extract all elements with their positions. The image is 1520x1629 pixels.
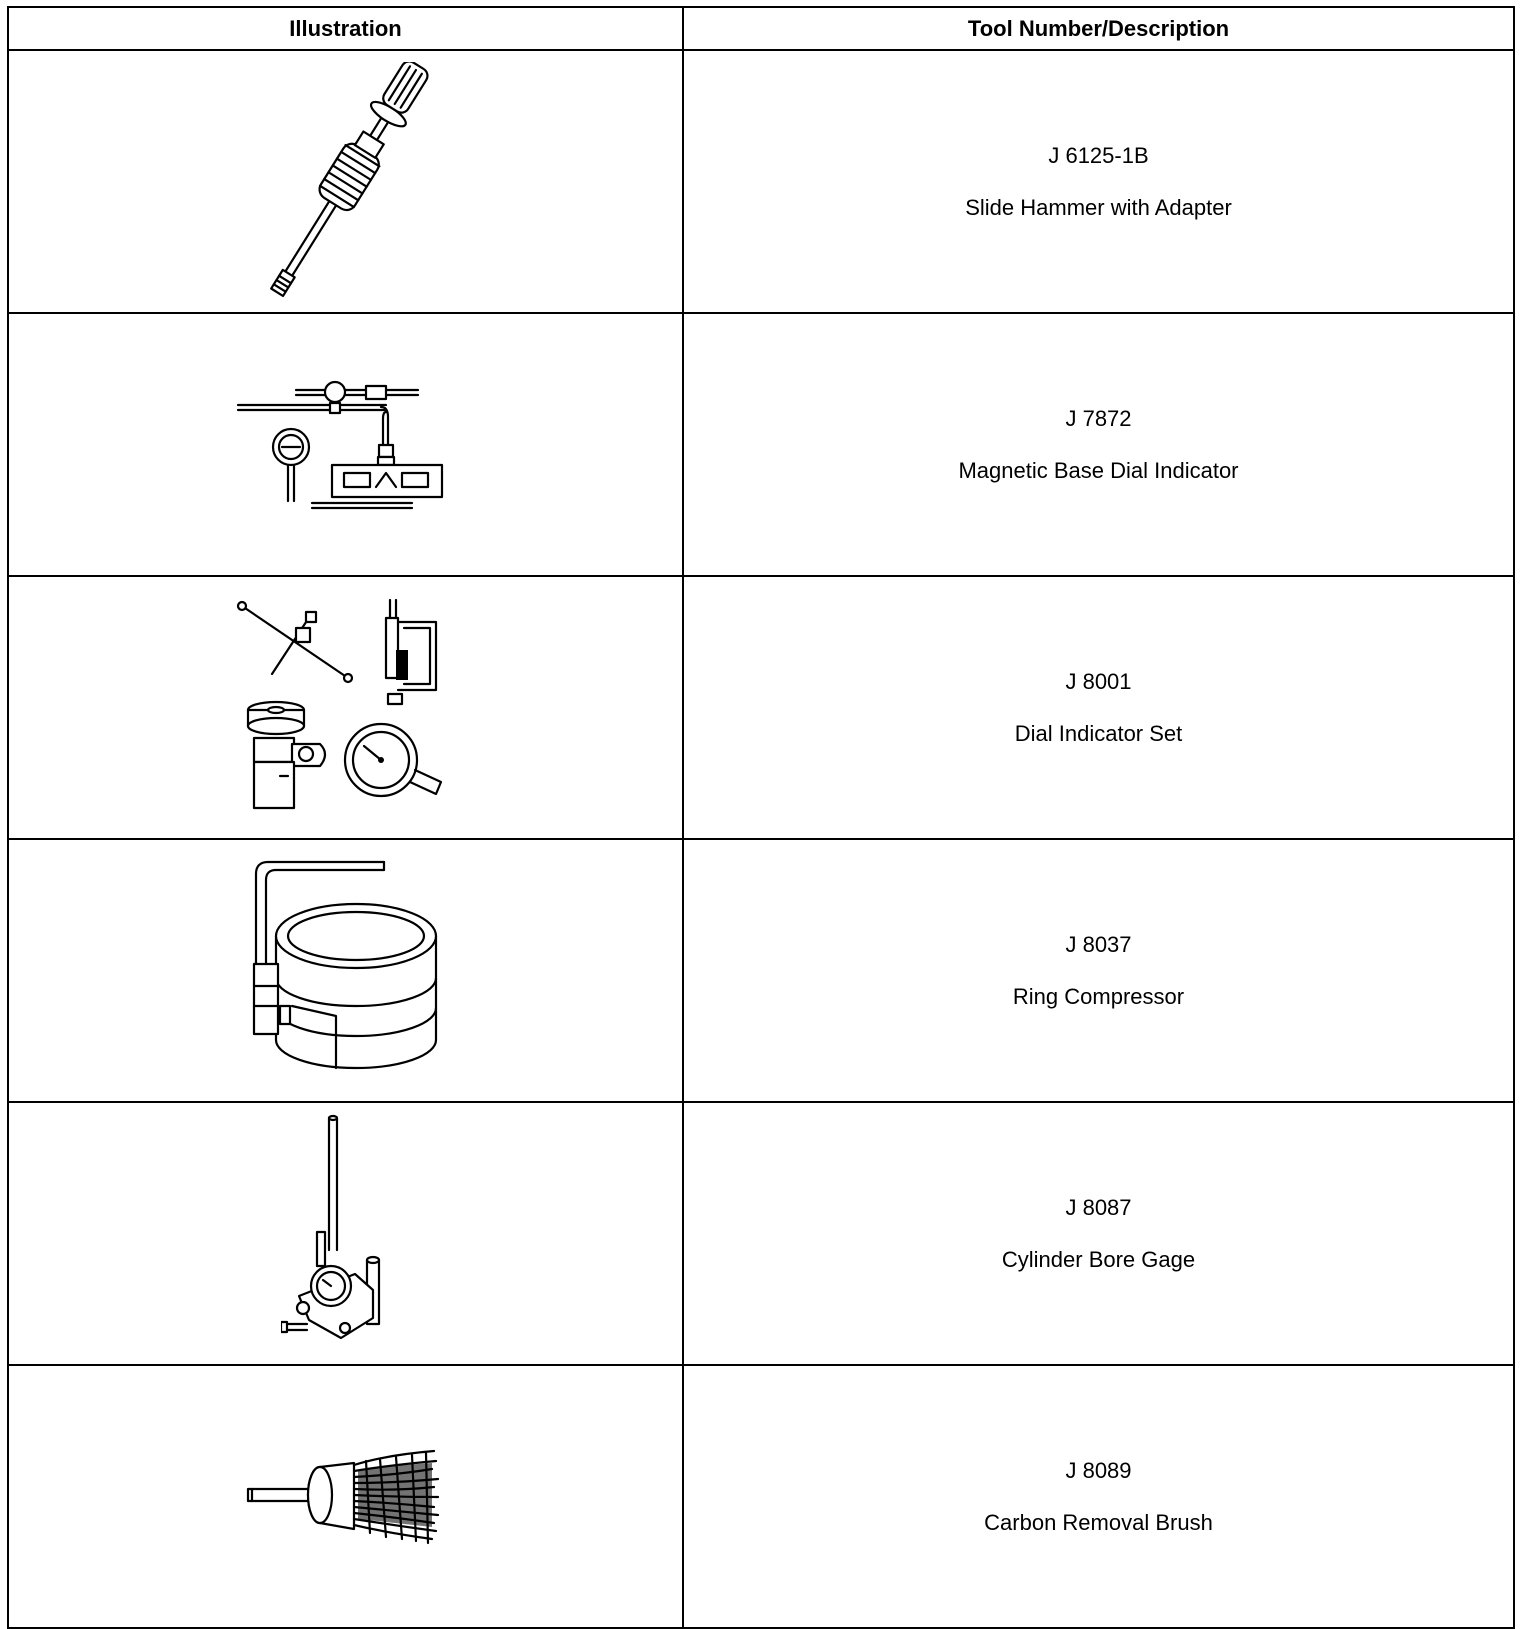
tool-description: Dial Indicator Set bbox=[1014, 720, 1183, 746]
description-cell bbox=[683, 50, 1514, 313]
tool-number: J 8037 bbox=[1065, 931, 1132, 957]
illustration-cell bbox=[8, 839, 683, 1102]
description-cell bbox=[683, 1365, 1514, 1628]
ring-compressor-icon bbox=[236, 856, 456, 1086]
tool-description: Slide Hammer with Adapter bbox=[965, 194, 1232, 220]
tool-number: J 8001 bbox=[1065, 668, 1132, 694]
special-tools-table bbox=[7, 6, 1515, 1629]
cylinder-bore-gage-icon bbox=[281, 1114, 411, 1354]
tool-description: Magnetic Base Dial Indicator bbox=[958, 457, 1239, 483]
table-row bbox=[8, 50, 1514, 313]
description-cell bbox=[683, 1102, 1514, 1365]
table-row bbox=[8, 839, 1514, 1102]
tool-number: J 8087 bbox=[1065, 1194, 1132, 1220]
tool-description: Cylinder Bore Gage bbox=[1001, 1246, 1196, 1272]
description-cell bbox=[683, 839, 1514, 1102]
table-row bbox=[8, 313, 1514, 576]
illustration-cell bbox=[8, 1102, 683, 1365]
table-row bbox=[8, 1102, 1514, 1365]
illustration-cell bbox=[8, 1365, 683, 1628]
carbon-removal-brush-icon bbox=[246, 1447, 446, 1547]
tool-description: Carbon Removal Brush bbox=[984, 1509, 1213, 1535]
tool-number: J 7872 bbox=[1065, 405, 1132, 431]
description-cell bbox=[683, 313, 1514, 576]
illustration-cell bbox=[8, 313, 683, 576]
table-row bbox=[8, 576, 1514, 839]
slide-hammer-icon bbox=[216, 62, 476, 302]
tool-number: J 6125-1B bbox=[1048, 142, 1149, 168]
header-row bbox=[8, 7, 1514, 50]
dial-indicator-set-icon bbox=[236, 598, 456, 818]
illustration-cell bbox=[8, 50, 683, 313]
description-cell bbox=[683, 576, 1514, 839]
illustration-cell bbox=[8, 576, 683, 839]
tool-description: Ring Compressor bbox=[1012, 983, 1185, 1009]
tool-number: J 8089 bbox=[1065, 1457, 1132, 1483]
table-row bbox=[8, 1365, 1514, 1628]
magnetic-base-dial-indicator-icon bbox=[236, 375, 456, 515]
header-tool-number-description: Tool Number/Description bbox=[683, 7, 1514, 50]
header-illustration: Illustration bbox=[8, 7, 683, 50]
